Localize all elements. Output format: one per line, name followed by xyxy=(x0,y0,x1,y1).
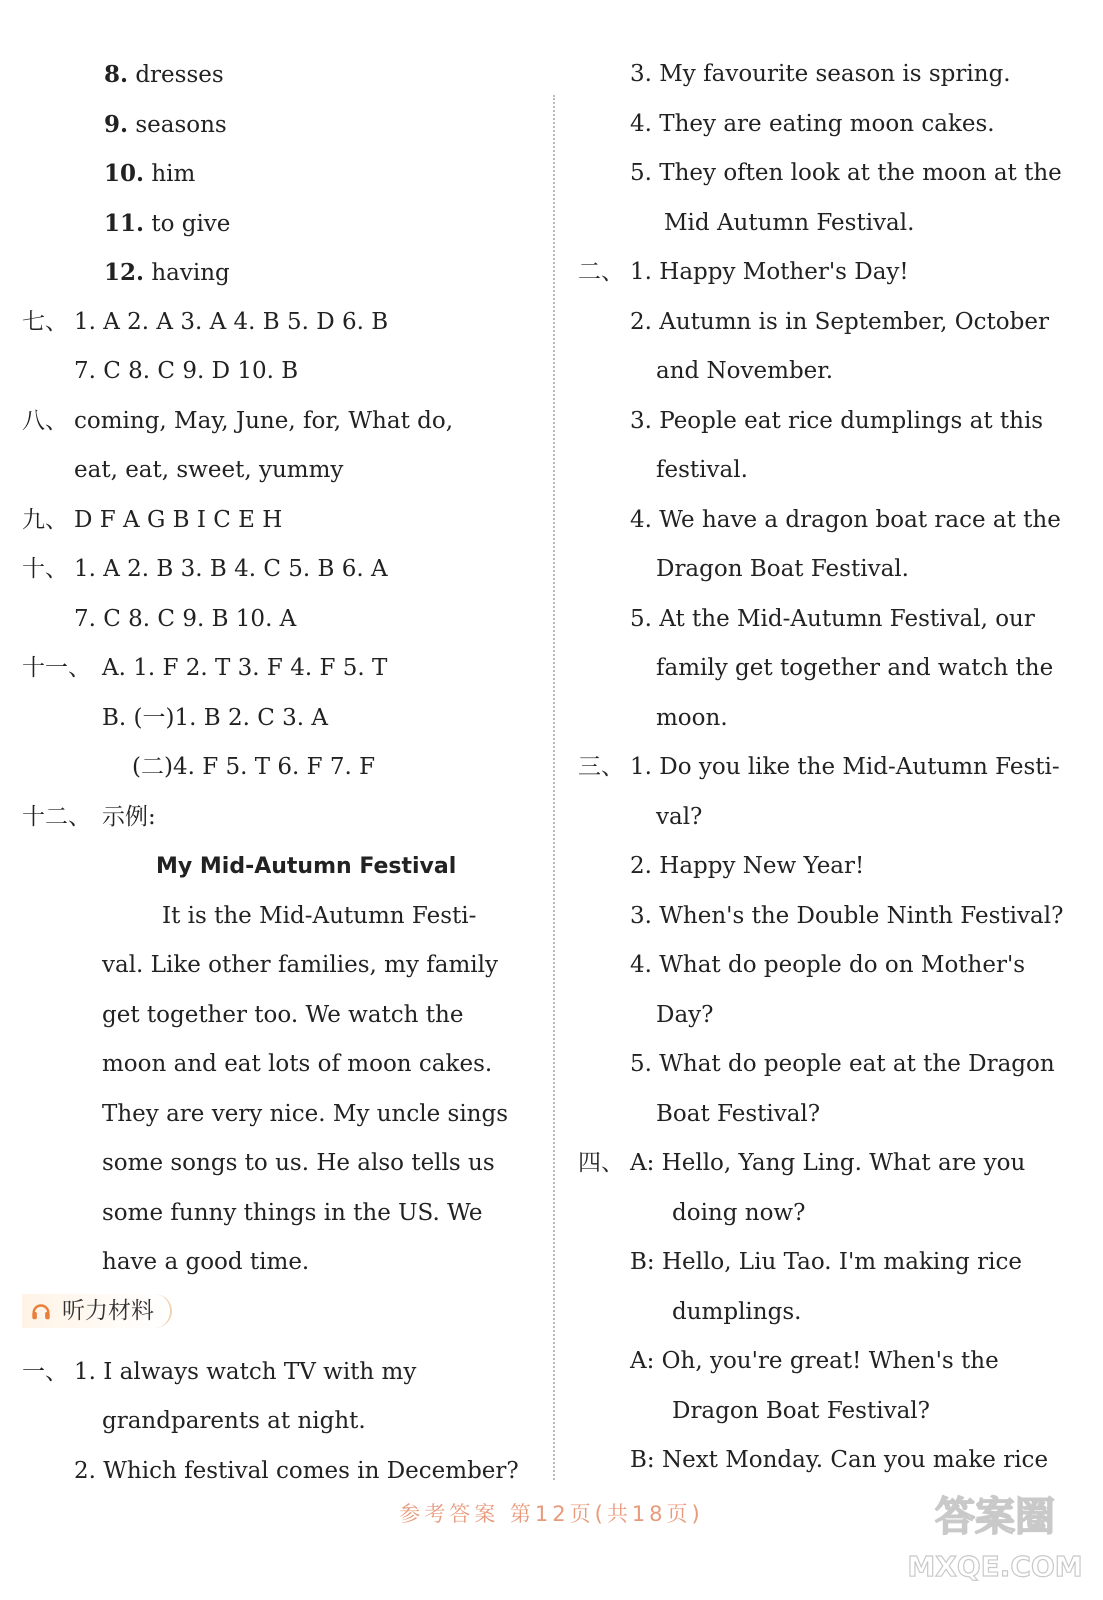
section-10: 十、 1. A 2. B 3. B 4. C 5. B 6. A xyxy=(22,556,388,582)
section-11: 十一、 A. 1. F 2. T 3. F 4. F 5. T xyxy=(22,655,388,681)
answer-10: 10. him xyxy=(104,160,196,187)
right-line: family get together and watch the xyxy=(656,655,1054,681)
right-line: val? xyxy=(656,803,703,830)
right-line: 5. They often look at the moon at the xyxy=(630,160,1062,186)
right-line: dumplings. xyxy=(672,1298,802,1325)
answer-12: 12. having xyxy=(104,259,230,286)
section-8-cont: eat, eat, sweet, yummy xyxy=(74,457,344,483)
right-line: 2. Autumn is in September, October xyxy=(630,308,1049,335)
section-4: 四、 A: Hello, Yang Ling. What are you xyxy=(578,1150,1026,1176)
right-line: moon. xyxy=(656,704,728,731)
listening-1: 一、 1. I always watch TV with my xyxy=(22,1358,417,1385)
section-9: 九、 D F A G B I C E H xyxy=(22,506,283,533)
answer-8: 8. dresses xyxy=(104,61,224,88)
svg-text:MXQE.COM: MXQE.COM xyxy=(907,1550,1083,1583)
column-divider xyxy=(553,95,555,1480)
section-12: 十二、 示例: xyxy=(22,803,156,830)
page-footer: 参考答案 第12页(共18页) xyxy=(399,1502,704,1526)
listening-1-cont: grandparents at night. xyxy=(102,1408,366,1434)
headphone-icon xyxy=(30,1300,52,1322)
right-line: and November. xyxy=(656,358,834,384)
right-line: doing now? xyxy=(672,1199,806,1226)
essay-line: some funny things in the US. We xyxy=(102,1199,483,1226)
right-line: Dragon Boat Festival? xyxy=(672,1397,930,1424)
left-column xyxy=(22,50,542,1496)
right-line: 3. People eat rice dumplings at this xyxy=(630,407,1044,434)
essay-line: get together too. We watch the xyxy=(102,1001,464,1028)
right-line: A: Oh, you're great! When's the xyxy=(630,1348,999,1374)
section-8: 八、 coming, May, June, for, What do, xyxy=(22,407,454,434)
right-line: 2. Happy New Year! xyxy=(630,853,865,879)
answer-9: 9. seasons xyxy=(104,110,227,138)
essay-title: My Mid-Autumn Festival xyxy=(156,854,457,879)
right-line: 4. We have a dragon boat race at the xyxy=(630,506,1061,533)
right-line: 5. At the Mid-Autumn Festival, our xyxy=(630,605,1035,632)
section-11-b: B. (一)1. B 2. C 3. A xyxy=(102,704,328,731)
essay-line: It is the Mid-Autumn Festi- xyxy=(162,902,477,929)
right-line: B: Next Monday. Can you make rice xyxy=(630,1447,1049,1473)
essay-line: val. Like other families, my family xyxy=(102,952,498,978)
watermark-logo xyxy=(905,1478,1085,1588)
listening-2: 2. Which festival comes in December? xyxy=(74,1457,519,1484)
right-line: 3. My favourite season is spring. xyxy=(630,61,1011,87)
listening-section-header xyxy=(22,1288,542,1348)
section-7: 七、 1. A 2. A 3. A 4. B 5. D 6. B xyxy=(22,308,389,335)
right-column xyxy=(578,50,1088,1486)
section-2: 二、 1. Happy Mother's Day! xyxy=(578,259,909,285)
essay-line: They are very nice. My uncle sings xyxy=(102,1100,509,1127)
right-line: Dragon Boat Festival. xyxy=(656,556,909,582)
section-11-c: (二)4. F 5. T 6. F 7. F xyxy=(132,754,376,780)
right-line: Day? xyxy=(656,1001,714,1028)
right-line: festival. xyxy=(656,457,748,483)
answer-11: 11. to give xyxy=(104,209,231,237)
right-line: 5. What do people eat at the Dragon xyxy=(630,1051,1055,1077)
listening-label: 听力材料 xyxy=(22,1294,172,1328)
essay-line: have a good time. xyxy=(102,1249,310,1275)
right-line: 4. What do people do on Mother's xyxy=(630,952,1026,978)
section-7-cont: 7. C 8. C 9. D 10. B xyxy=(74,358,299,384)
right-line: 3. When's the Double Ninth Festival? xyxy=(630,902,1064,929)
essay-line: some songs to us. He also tells us xyxy=(102,1150,495,1176)
svg-text:答案圈: 答案圈 xyxy=(935,1494,1055,1540)
essay-line: moon and eat lots of moon cakes. xyxy=(102,1051,493,1077)
right-line: B: Hello, Liu Tao. I'm making rice xyxy=(630,1249,1022,1275)
section-3: 三、 1. Do you like the Mid-Autumn Festi- xyxy=(578,754,1060,780)
right-line: 4. They are eating moon cakes. xyxy=(630,110,995,137)
section-10-cont: 7. C 8. C 9. B 10. A xyxy=(74,605,297,632)
right-line: Boat Festival? xyxy=(656,1100,821,1127)
right-line: Mid Autumn Festival. xyxy=(664,209,915,236)
